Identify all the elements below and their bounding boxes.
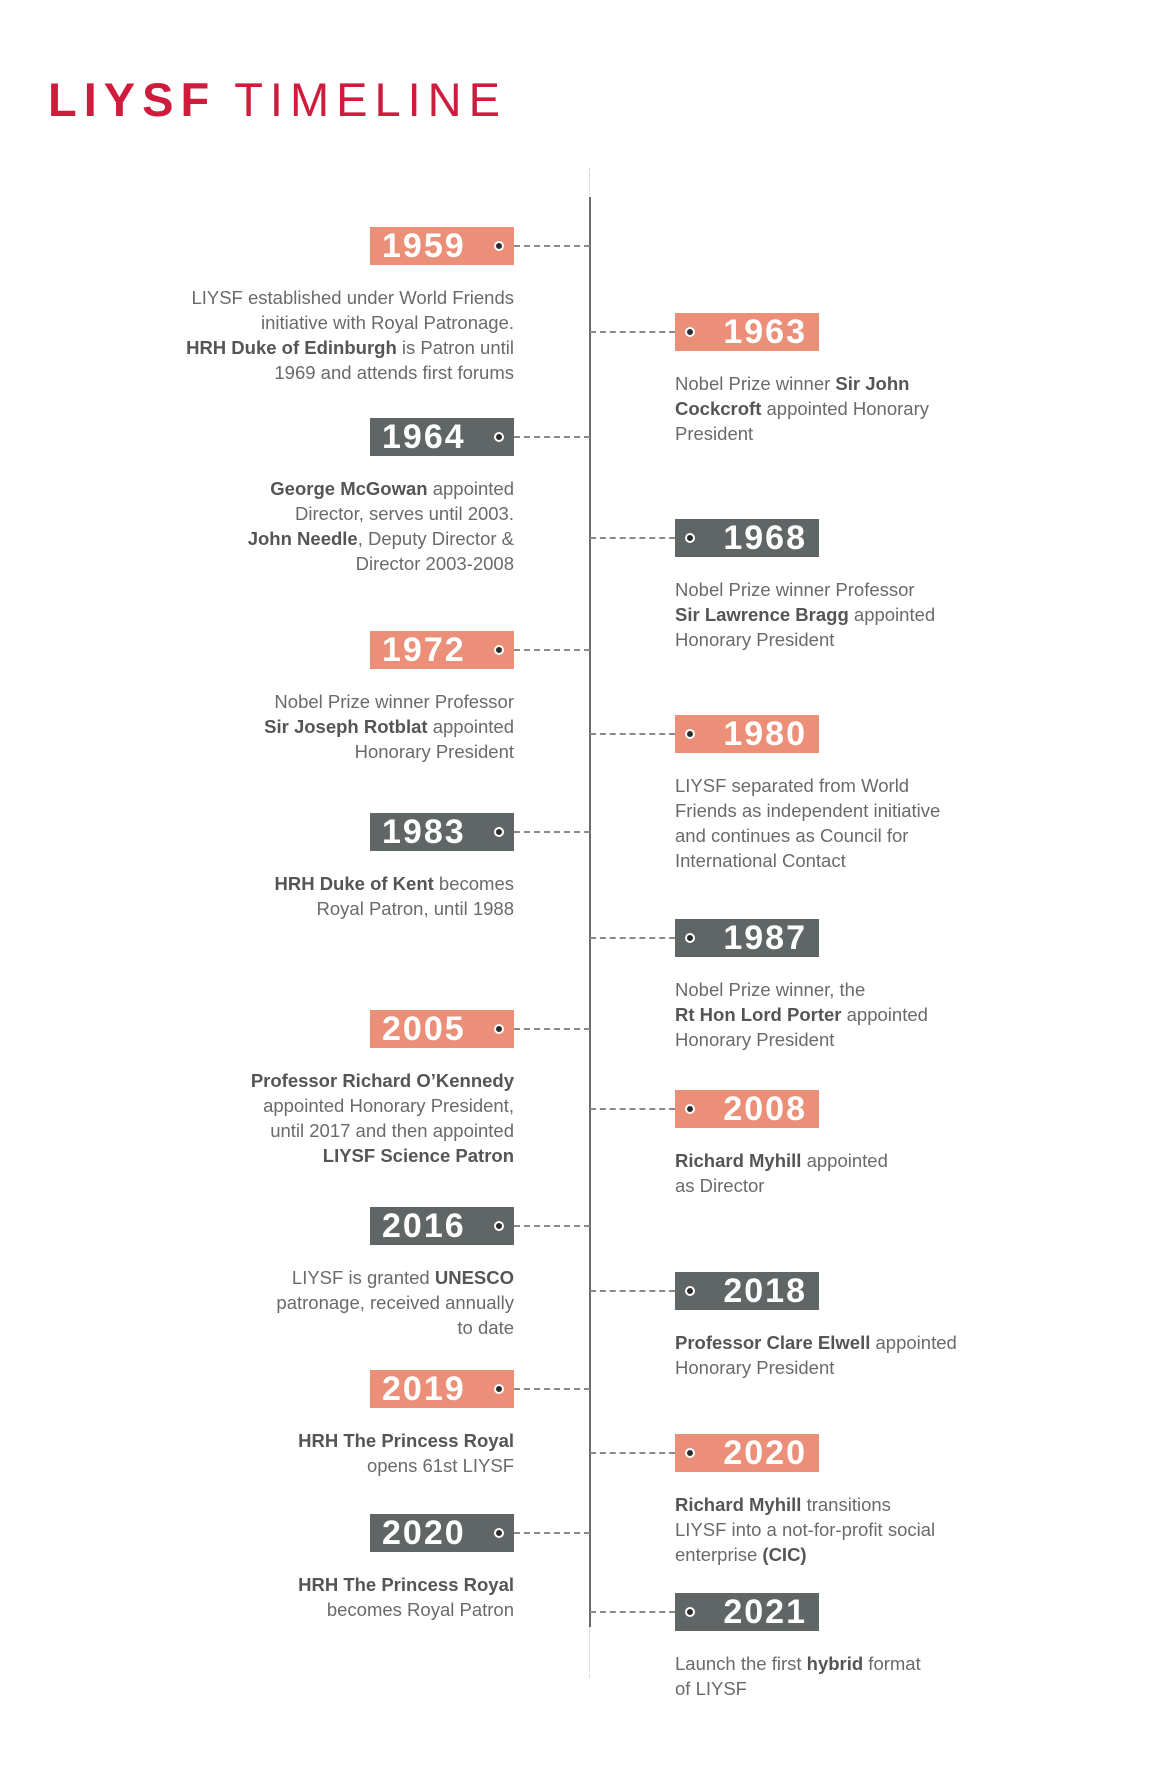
description-text: until 2017 and then appointed	[270, 1120, 514, 1141]
year-label: 1968	[723, 519, 807, 557]
event-description	[675, 977, 1075, 1052]
description-text: opens 61st LIYSF	[366, 1455, 514, 1476]
description-emphasis: John Needle	[247, 528, 358, 549]
year-badge	[370, 1207, 514, 1245]
description-text: appointed	[848, 604, 936, 625]
description-text: format	[863, 1653, 921, 1674]
title-bold: LIYSF	[48, 73, 217, 126]
year-badge	[675, 1272, 819, 1310]
event-description	[675, 1330, 1075, 1380]
description-line	[114, 871, 514, 896]
connector-dash	[590, 1452, 685, 1454]
description-text: LIYSF established under World Friends	[191, 287, 514, 308]
connector-dash	[590, 1108, 685, 1110]
year-badge	[675, 1434, 819, 1472]
connector-dot-icon	[494, 1221, 504, 1231]
event-description	[114, 285, 514, 385]
description-emphasis: Sir Joseph Rotblat	[264, 716, 428, 737]
description-text: 1969 and attends first forums	[274, 362, 514, 383]
connector-dash	[590, 733, 685, 735]
year-label: 1963	[723, 313, 807, 351]
description-line	[675, 1676, 1075, 1701]
connector-dash	[590, 1611, 685, 1613]
description-text: Nobel Prize winner, the	[675, 979, 866, 1000]
description-line	[675, 823, 1075, 848]
description-text: Friends as independent initiative	[675, 800, 941, 821]
event-description	[114, 1572, 514, 1622]
year-label: 2018	[723, 1272, 807, 1310]
description-line	[675, 1542, 1075, 1567]
description-line	[114, 476, 514, 501]
year-label: 2005	[382, 1010, 466, 1048]
description-emphasis: Professor Richard O’Kennedy	[250, 1070, 514, 1091]
connector-dot-icon	[685, 729, 695, 739]
description-line	[114, 285, 514, 310]
description-line	[114, 1428, 514, 1453]
description-line	[675, 1517, 1075, 1542]
connector-dash	[514, 436, 590, 438]
description-line	[675, 1173, 1075, 1198]
description-emphasis: (CIC)	[762, 1544, 807, 1565]
description-line	[114, 1597, 514, 1622]
connector-dot-icon	[494, 1384, 504, 1394]
description-text: LIYSF is granted	[291, 1267, 435, 1288]
description-text: , Deputy Director &	[357, 528, 514, 549]
description-line	[114, 739, 514, 764]
description-line	[114, 1143, 514, 1168]
description-text: enterprise	[675, 1544, 763, 1565]
description-text: to date	[457, 1317, 514, 1338]
description-text: initiative with Royal Patronage.	[261, 312, 514, 333]
description-line	[114, 1118, 514, 1143]
description-text: appointed	[427, 716, 514, 737]
description-line	[675, 602, 1075, 627]
description-text: Launch the first	[675, 1653, 807, 1674]
connector-dot-icon	[494, 827, 504, 837]
description-line	[114, 1572, 514, 1597]
description-line	[675, 577, 1075, 602]
description-line	[675, 1148, 1075, 1173]
description-emphasis: George McGowan	[270, 478, 428, 499]
year-label: 1972	[382, 631, 466, 669]
description-text: and continues as Council for	[675, 825, 909, 846]
event-description	[114, 1265, 514, 1340]
description-emphasis: Richard Myhill	[675, 1494, 802, 1515]
page-title	[48, 72, 507, 128]
description-line	[675, 848, 1075, 873]
year-badge	[675, 1090, 819, 1128]
year-badge	[675, 1593, 819, 1631]
description-line	[114, 1265, 514, 1290]
description-line	[114, 1068, 514, 1093]
connector-dash	[590, 1290, 685, 1292]
connector-dot-icon	[494, 1024, 504, 1034]
description-text: Nobel Prize winner	[675, 373, 836, 394]
description-line	[675, 421, 1075, 446]
connector-dot-icon	[494, 1528, 504, 1538]
year-badge	[675, 313, 819, 351]
event-description	[114, 1068, 514, 1168]
connector-dash	[590, 937, 685, 939]
event-description	[675, 1148, 1075, 1198]
description-line	[675, 1492, 1075, 1517]
description-text: becomes Royal Patron	[326, 1599, 514, 1620]
connector-dot-icon	[685, 933, 695, 943]
description-text: transitions	[801, 1494, 891, 1515]
connector-dash	[514, 649, 590, 651]
description-emphasis: Sir Lawrence Bragg	[675, 604, 849, 625]
year-label: 1959	[382, 227, 466, 265]
year-badge	[675, 919, 819, 957]
description-emphasis: Richard Myhill	[675, 1150, 802, 1171]
description-text: Honorary President	[354, 741, 514, 762]
description-text: International Contact	[675, 850, 846, 871]
description-emphasis: HRH Duke of Edinburgh	[186, 337, 397, 358]
description-line	[675, 396, 1075, 421]
description-text: LIYSF into a not-for-profit social	[675, 1519, 936, 1540]
description-text: as Director	[675, 1175, 765, 1196]
description-line	[675, 1330, 1075, 1355]
event-description	[675, 371, 1075, 446]
description-text: Honorary President	[675, 629, 835, 650]
year-label: 2016	[382, 1207, 466, 1245]
connector-dash	[514, 1388, 590, 1390]
year-badge	[370, 631, 514, 669]
title-light: TIMELINE	[234, 73, 507, 126]
description-emphasis: UNESCO	[434, 1267, 514, 1288]
year-badge	[370, 1370, 514, 1408]
connector-dash	[590, 537, 685, 539]
description-text: becomes	[433, 873, 514, 894]
year-badge	[370, 1010, 514, 1048]
description-text: Nobel Prize winner Professor	[675, 579, 915, 600]
connector-dash	[514, 1028, 590, 1030]
description-text: appointed	[801, 1150, 888, 1171]
description-line	[114, 526, 514, 551]
year-label: 2020	[723, 1434, 807, 1472]
description-text: LIYSF separated from World	[675, 775, 910, 796]
description-line	[675, 1002, 1075, 1027]
connector-dot-icon	[685, 1607, 695, 1617]
description-emphasis: HRH The Princess Royal	[298, 1574, 514, 1595]
description-text: appointed Honorary President,	[263, 1095, 514, 1116]
year-label: 2019	[382, 1370, 466, 1408]
connector-dot-icon	[494, 645, 504, 655]
connector-dot-icon	[685, 1104, 695, 1114]
description-text: Royal Patron, until 1988	[316, 898, 514, 919]
connector-dash	[590, 331, 685, 333]
year-badge	[675, 715, 819, 753]
description-line	[675, 773, 1075, 798]
year-badge	[370, 418, 514, 456]
event-description	[114, 871, 514, 921]
description-text: Director, serves until 2003.	[294, 503, 514, 524]
year-badge	[370, 813, 514, 851]
description-text: of LIYSF	[675, 1678, 747, 1699]
event-description	[675, 1651, 1075, 1701]
connector-dot-icon	[685, 533, 695, 543]
event-description	[114, 689, 514, 764]
event-description	[675, 773, 1075, 873]
year-label: 2021	[723, 1593, 807, 1631]
connector-dot-icon	[685, 1448, 695, 1458]
event-description	[675, 1492, 1075, 1567]
description-text: appointed	[427, 478, 514, 499]
year-badge	[370, 1514, 514, 1552]
event-description	[114, 1428, 514, 1478]
description-emphasis: LIYSF Science Patron	[322, 1145, 514, 1166]
description-line	[114, 310, 514, 335]
connector-dash	[514, 1532, 590, 1534]
connector-dash	[514, 831, 590, 833]
description-line	[114, 1093, 514, 1118]
description-text: is Patron until	[396, 337, 514, 358]
description-line	[675, 1027, 1075, 1052]
connector-dot-icon	[494, 432, 504, 442]
description-text: Honorary President	[675, 1357, 835, 1378]
description-line	[675, 798, 1075, 823]
description-text: Nobel Prize winner Professor	[274, 691, 514, 712]
year-label: 1987	[723, 919, 807, 957]
year-label: 1983	[382, 813, 466, 851]
description-emphasis: Cockcroft	[675, 398, 762, 419]
description-text: appointed	[841, 1004, 928, 1025]
year-badge	[370, 227, 514, 265]
description-line	[114, 335, 514, 360]
description-line	[114, 360, 514, 385]
description-line	[675, 371, 1075, 396]
description-line	[114, 501, 514, 526]
description-emphasis: HRH The Princess Royal	[298, 1430, 514, 1451]
connector-dash	[514, 245, 590, 247]
year-label: 1980	[723, 715, 807, 753]
description-emphasis: Professor Clare Elwell	[675, 1332, 871, 1353]
description-text: Director 2003-2008	[355, 553, 514, 574]
description-line	[114, 1315, 514, 1340]
description-text: appointed	[870, 1332, 957, 1353]
description-text: appointed Honorary	[761, 398, 929, 419]
description-text: President	[675, 423, 754, 444]
description-line	[114, 551, 514, 576]
event-description	[675, 577, 1075, 652]
connector-dot-icon	[685, 327, 695, 337]
connector-dot-icon	[685, 1286, 695, 1296]
description-line	[114, 714, 514, 739]
year-label: 1964	[382, 418, 466, 456]
description-line	[114, 1290, 514, 1315]
description-emphasis: HRH Duke of Kent	[274, 873, 434, 894]
description-line	[114, 689, 514, 714]
description-line	[675, 977, 1075, 1002]
description-emphasis: Sir John	[835, 373, 910, 394]
connector-dot-icon	[494, 241, 504, 251]
timeline-spine	[589, 197, 591, 1627]
description-line	[114, 1453, 514, 1478]
description-line	[675, 1355, 1075, 1380]
description-text: patronage, received annually	[276, 1292, 514, 1313]
description-emphasis: Rt Hon Lord Porter	[675, 1004, 842, 1025]
year-badge	[675, 519, 819, 557]
description-line	[114, 896, 514, 921]
description-emphasis: hybrid	[806, 1653, 864, 1674]
description-line	[675, 627, 1075, 652]
year-label: 2020	[382, 1514, 466, 1552]
event-description	[114, 476, 514, 576]
description-line	[675, 1651, 1075, 1676]
description-text: Honorary President	[675, 1029, 835, 1050]
year-label: 2008	[723, 1090, 807, 1128]
connector-dash	[514, 1225, 590, 1227]
